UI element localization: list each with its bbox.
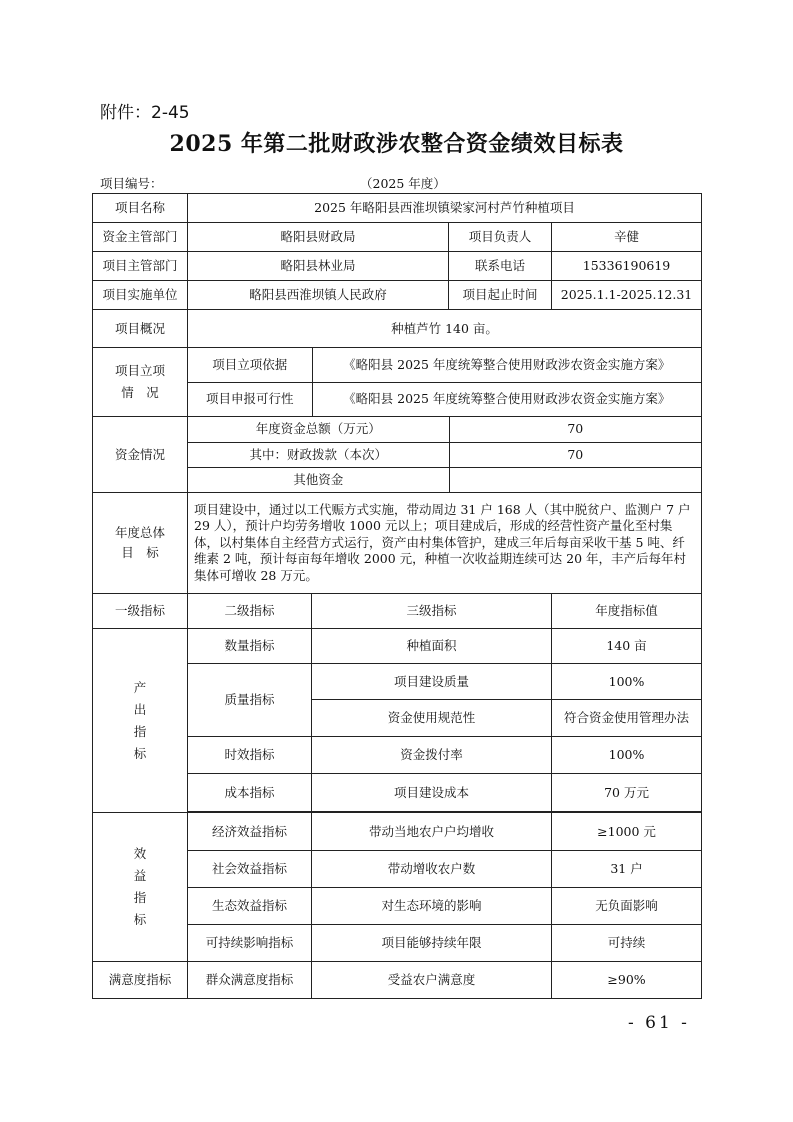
- sustain-years-value: 可持续: [552, 925, 702, 962]
- approval-label-line1: 项目立项: [114, 363, 165, 378]
- income-increase-label: 带动当地农户户均增收: [312, 813, 552, 851]
- page-title: 2025 年第二批财政涉农整合资金绩效目标表: [169, 131, 624, 157]
- phone-value: 15336190619: [552, 252, 702, 281]
- annual-goal-label-line2: 目 标: [121, 545, 159, 560]
- header-level2: 二级指标: [188, 594, 312, 629]
- construction-quality-value: 100%: [552, 664, 702, 700]
- benefit-char-1: 效: [133, 846, 147, 861]
- header-level3: 三级指标: [312, 594, 552, 629]
- basis-value: 《略阳县 2025 年度统筹整合使用财政涉农资金实施方案》: [312, 348, 701, 382]
- disbursement-rate-label: 资金拨付率: [312, 737, 552, 774]
- annual-goal-label-line1: 年度总体: [114, 525, 165, 540]
- overview-label: 项目概况: [93, 310, 188, 348]
- economic-indicator: 经济效益指标: [188, 813, 312, 851]
- planting-area-value: 140 亩: [552, 629, 702, 664]
- project-number-label: 项目编号：: [100, 176, 163, 191]
- project-name-label: 项目名称: [93, 194, 188, 223]
- header-value: 年度指标值: [552, 594, 702, 629]
- feasibility-value: 《略阳县 2025 年度统筹整合使用财政涉农资金实施方案》: [343, 391, 671, 407]
- performance-table: [92, 193, 702, 999]
- farmer-satisfaction-label: 受益农户满意度: [312, 962, 552, 999]
- planting-area-label: 种植面积: [312, 629, 552, 664]
- funds-inner: [188, 417, 702, 493]
- construction-cost-label: 项目建设成本: [312, 774, 552, 812]
- benefit-indicator-label: [93, 813, 188, 962]
- year-label: （2025 年度）: [360, 176, 446, 191]
- project-dept-value: 略阳县林业局: [188, 252, 449, 281]
- leader-label: 项目负责人: [449, 223, 552, 252]
- funds-total-value: 70: [449, 417, 701, 442]
- leader-value: 辛健: [552, 223, 702, 252]
- funds-total-label: 年度资金总额（万元）: [188, 417, 449, 442]
- benefit-char-2: 益: [133, 868, 147, 883]
- approval-label-line2: 情 况: [121, 385, 159, 400]
- impl-unit-value: 略阳县西淮坝镇人民政府: [188, 281, 449, 310]
- attachment-label: 附件：2-45: [100, 103, 190, 123]
- farmer-satisfaction-value: ≥90%: [552, 962, 702, 999]
- funds-fiscal-label: 其中：财政拨款（本次）: [188, 442, 449, 467]
- social-indicator: 社会效益指标: [188, 851, 312, 888]
- header-level1: 一级指标: [93, 594, 188, 629]
- households-value: 31 户: [552, 851, 702, 888]
- project-name-value: 2025 年略阳县西淮坝镇梁家河村芦竹种植项目: [188, 194, 702, 223]
- feasibility-label: 项目申报可行性: [188, 382, 312, 416]
- period-value: 2025.1.1-2025.12.31: [552, 281, 702, 310]
- benefit-char-3: 指: [133, 890, 147, 905]
- output-char-2: 出: [133, 701, 147, 717]
- construction-quality-label: 项目建设质量: [312, 664, 552, 700]
- annual-goal-text: 项目建设中，通过以工代赈方式实施，带动周边 31 户 168 人（其中脱贫户、监测户 7 户 29 人），预计户均劳务增收 1000 元以上；项目建成后，形成的经营性资产量化至村集体，以村集体自主经营方式运行，资产由村集体管护，建成三年后每亩采收干基 5 吨、纤维素 2 吨，预计每亩每年增收 2000 元，种植一次收益期连续可达 20 年，丰产后每年村集体可增收 28 万元。: [188, 493, 702, 594]
- construction-cost-value: 70 万元: [552, 774, 702, 812]
- overview-value: 种植芦竹 140 亩。: [188, 310, 702, 348]
- income-increase-value: ≥1000 元: [552, 813, 702, 851]
- page-number: - 61 -: [628, 1013, 690, 1033]
- fund-usage-label: 资金使用规范性: [312, 700, 552, 737]
- eco-impact-label: 对生态环境的影响: [312, 888, 552, 925]
- approval-inner: [188, 348, 702, 417]
- satisfaction-indicator: 满意度指标: [93, 962, 188, 999]
- fund-dept-label: 资金主管部门: [93, 223, 188, 252]
- fund-dept-value: 略阳县财政局: [188, 223, 449, 252]
- timeliness-indicator: 时效指标: [188, 737, 312, 774]
- disbursement-rate-value: 100%: [552, 737, 702, 774]
- fund-usage-value: 符合资金使用管理办法: [552, 700, 702, 737]
- impl-unit-label: 项目实施单位: [93, 281, 188, 310]
- households-label: 带动增收农户数: [312, 851, 552, 888]
- funds-other-value: [449, 467, 701, 492]
- output-char-4: 标: [133, 745, 147, 761]
- output-indicator-label: [93, 629, 188, 813]
- public-satisfaction-indicator: 群众满意度指标: [188, 962, 312, 999]
- quantity-indicator: 数量指标: [188, 629, 312, 664]
- output-char-1: 产: [133, 679, 147, 695]
- basis-label: 项目立项依据: [188, 348, 312, 382]
- eco-impact-value: 无负面影响: [552, 888, 702, 925]
- project-dept-label: 项目主管部门: [93, 252, 188, 281]
- annual-goal-label: [93, 493, 188, 594]
- quality-indicator: 质量指标: [188, 664, 312, 737]
- sustainable-indicator: 可持续影响指标: [188, 925, 312, 962]
- approval-label: [93, 348, 188, 417]
- cost-indicator: 成本指标: [188, 774, 312, 812]
- benefit-char-4: 标: [133, 912, 147, 927]
- funds-other-label: 其他资金: [188, 467, 449, 492]
- output-char-3: 指: [133, 723, 147, 739]
- phone-label: 联系电话: [449, 252, 552, 281]
- funds-fiscal-value: 70: [449, 442, 701, 467]
- funds-label: 资金情况: [93, 417, 188, 493]
- period-label: 项目起止时间: [449, 281, 552, 310]
- sustain-years-label: 项目能够持续年限: [312, 925, 552, 962]
- ecological-indicator: 生态效益指标: [188, 888, 312, 925]
